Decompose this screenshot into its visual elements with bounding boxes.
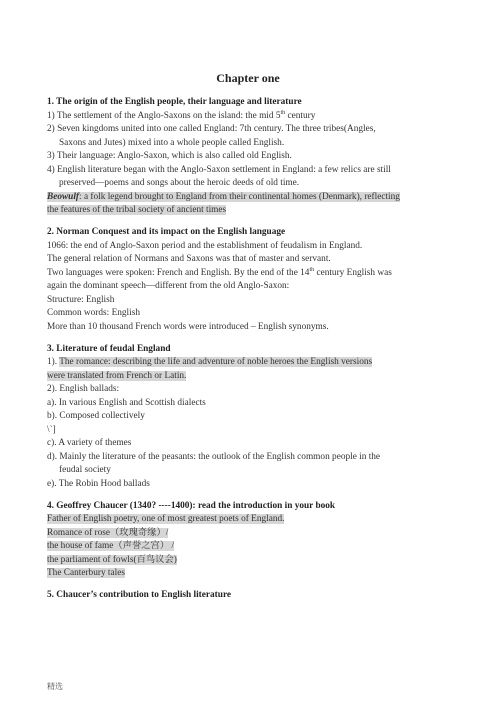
s2-line-3-cont: again the dominant speech—different from the old Anglo-Saxon: (47, 281, 290, 291)
chapter-title: Chapter one (216, 71, 280, 85)
s2-line-5: Common words: English (47, 308, 140, 318)
s1-item-2-cont: Saxons and Jutes) mixed into a whole people called English. (59, 137, 285, 148)
s3-line-6: c). A variety of themes (47, 438, 132, 448)
beowulf-line: Beowulf: a folk legend brought to England from their continental homes (Denmark), reflecting (47, 191, 400, 202)
s4-line-2: Romance of rose（玫瑰奇缘）/ (47, 527, 169, 538)
s3-line-3: a). In various English and Scottish dialects (47, 397, 206, 408)
section-2-heading: 2. Norman Conquest and its impact on the English language (47, 227, 286, 237)
s2-line-4: Structure: English (47, 294, 115, 305)
section-3-heading: 3. Literature of feudal England (47, 343, 171, 354)
s3-romance-line: 1). The romance: describing the life and adventure of noble heroes the English versions (47, 357, 373, 367)
s4-line-5: The Canterbury tales (47, 568, 125, 578)
s1-item-2: 2) Seven kingdoms united into one called England: 7th century. The three tribes(Angles, (47, 124, 376, 134)
document-body (47, 96, 451, 603)
section-4-heading: 4. Geoffrey Chaucer (1340? ----1400): read the introduction in your book (47, 500, 336, 511)
s4-line-1: Father of English poetry, one of most greatest poets of England. (47, 514, 285, 524)
s2-line-1: 1066: the end of Anglo-Saxon period and the establishment of feudalism in England. (47, 240, 363, 251)
s1-item-1: 1) The settlement of the Anglo-Saxons on the island: the mid 5th century (47, 109, 316, 121)
s3-line-4: b). Composed collectively (47, 411, 145, 421)
s3-line-8: e). The Robin Hood ballads (47, 478, 150, 489)
section-1-heading: 1. The origin of the English people, their language and literature (47, 97, 302, 107)
page-footer: 精选 (47, 682, 63, 691)
s1-item-4: 4) English literature began with the Anglo-Saxon settlement in England: a few relics are still (47, 164, 391, 175)
s2-line-2: The general relation of Normans and Saxons was that of master and servant. (47, 254, 331, 264)
s3-line-7: d). Mainly the literature of the peasants: the outlook of the English common people in the (47, 451, 381, 462)
s3-line-7-cont: feudal society (59, 465, 111, 475)
section-5-heading: 5. Chaucer’s contribution to English literature (47, 590, 232, 600)
s3-romance-line-cont: were translated from French or Latin. (47, 370, 187, 381)
s2-line-6: More than 10 thousand French words were introduced – English synonyms. (47, 321, 329, 332)
s4-line-4: the parliament of fowls(百鸟议会) (47, 554, 177, 565)
s3-line-5: \`] (47, 424, 56, 435)
beowulf-line-cont: the features of the tribal society of ancient times (47, 205, 227, 215)
s1-item-3: 3) Their language: Anglo-Saxon, which is also called old English. (47, 151, 292, 161)
beowulf-title: Beowulf (47, 191, 80, 202)
s1-item-4-cont: preserved—poems and songs about the heroic deeds of old time. (59, 178, 300, 188)
s4-line-3: the house of fame（声誉之宫） / (47, 541, 175, 551)
s2-line-3: Two languages were spoken: French and English. By the end of the 14th century English was (47, 266, 392, 278)
s3-line-2: 2). English ballads: (47, 384, 120, 394)
